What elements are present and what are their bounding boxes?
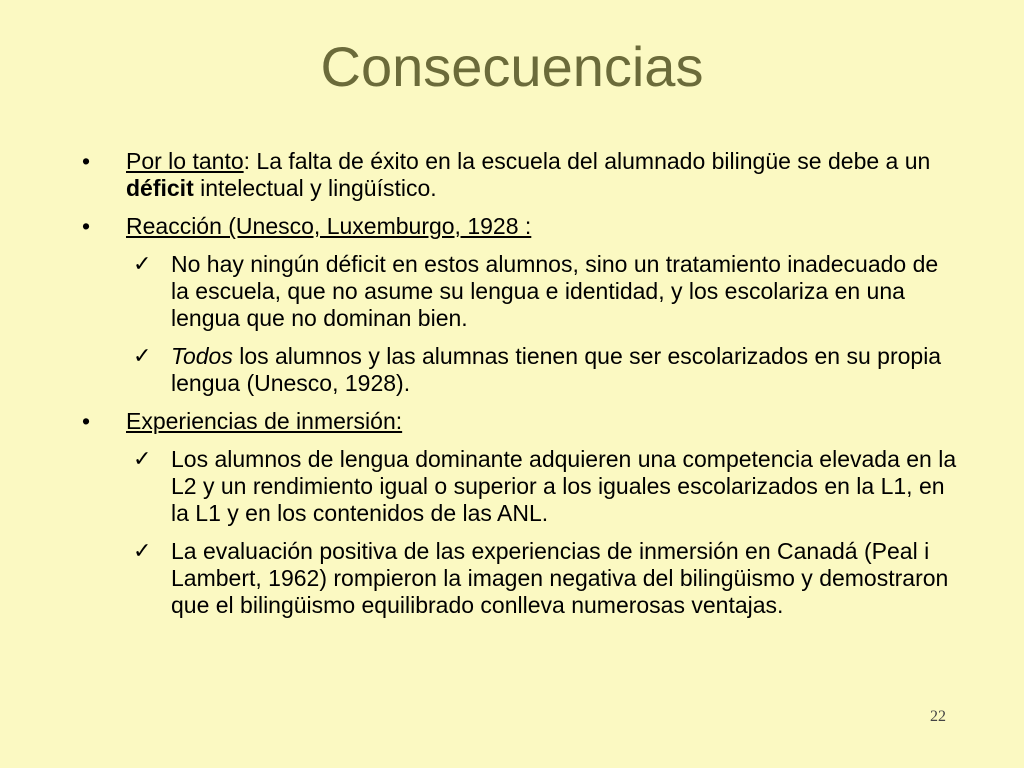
bullet-lead: Reacción (Unesco, Luxemburgo, 1928 : (126, 213, 532, 239)
bullet-experiencias (82, 408, 982, 435)
subbullet-no-deficit (133, 251, 961, 332)
subbullet-evaluacion (133, 538, 961, 619)
bullet-text: La falta de éxito en la escuela del alumnado bilingüe se debe a un (256, 148, 931, 174)
checkmark-icon: ✓ (133, 447, 152, 472)
bullet-lead: Experiencias de inmersión: (126, 408, 403, 434)
subbullet-emphasis: Todos (171, 343, 233, 369)
bullet-list (82, 148, 982, 630)
subbullet-todos (133, 343, 961, 397)
subbullet-text: Los alumnos de lengua dominante adquieren una competencia elevada en la L2 y un rendimiento igual o superior a los iguales escolarizados en la L1, en la L1 y en los contenidos de las ANL. (171, 446, 957, 526)
bullet-marker: • (82, 408, 91, 434)
subbullet-text: La evaluación positiva de las experiencias de inmersión en Canadá (Peal i Lambert, 1962) rompieron la imagen negativa del bilingüismo y demostraron que el bilingüismo equilibrado conlleva numerosas ventajas. (171, 538, 949, 618)
subbullet-text: No hay ningún déficit en estos alumnos, sino un tratamiento inadecuado de la escuela, que no asume su lengua e identidad, y los escolariza en una lengua que no dominan bien. (171, 251, 939, 331)
checkmark-icon: ✓ (133, 252, 152, 277)
subbullet-text: los alumnos y las alumnas tienen que ser escolarizados en su propia lengua (Unesco, 1928). (171, 343, 942, 396)
page-number: 22 (930, 708, 946, 725)
bullet-text: intelectual y lingüístico. (193, 175, 437, 201)
slide-title: Consecuencias (320, 35, 704, 98)
bullet-por-lo-tanto (82, 148, 982, 202)
bullet-reaccion (82, 213, 982, 240)
bullet-marker: • (82, 213, 91, 239)
checkmark-icon: ✓ (133, 344, 152, 369)
bullet-strong: déficit (126, 175, 194, 201)
bullet-separator: : (243, 148, 257, 174)
subbullet-lengua-dominante (133, 446, 961, 527)
checkmark-icon: ✓ (133, 539, 152, 564)
bullet-lead: Por lo tanto (126, 148, 244, 174)
bullet-marker: • (82, 148, 91, 174)
